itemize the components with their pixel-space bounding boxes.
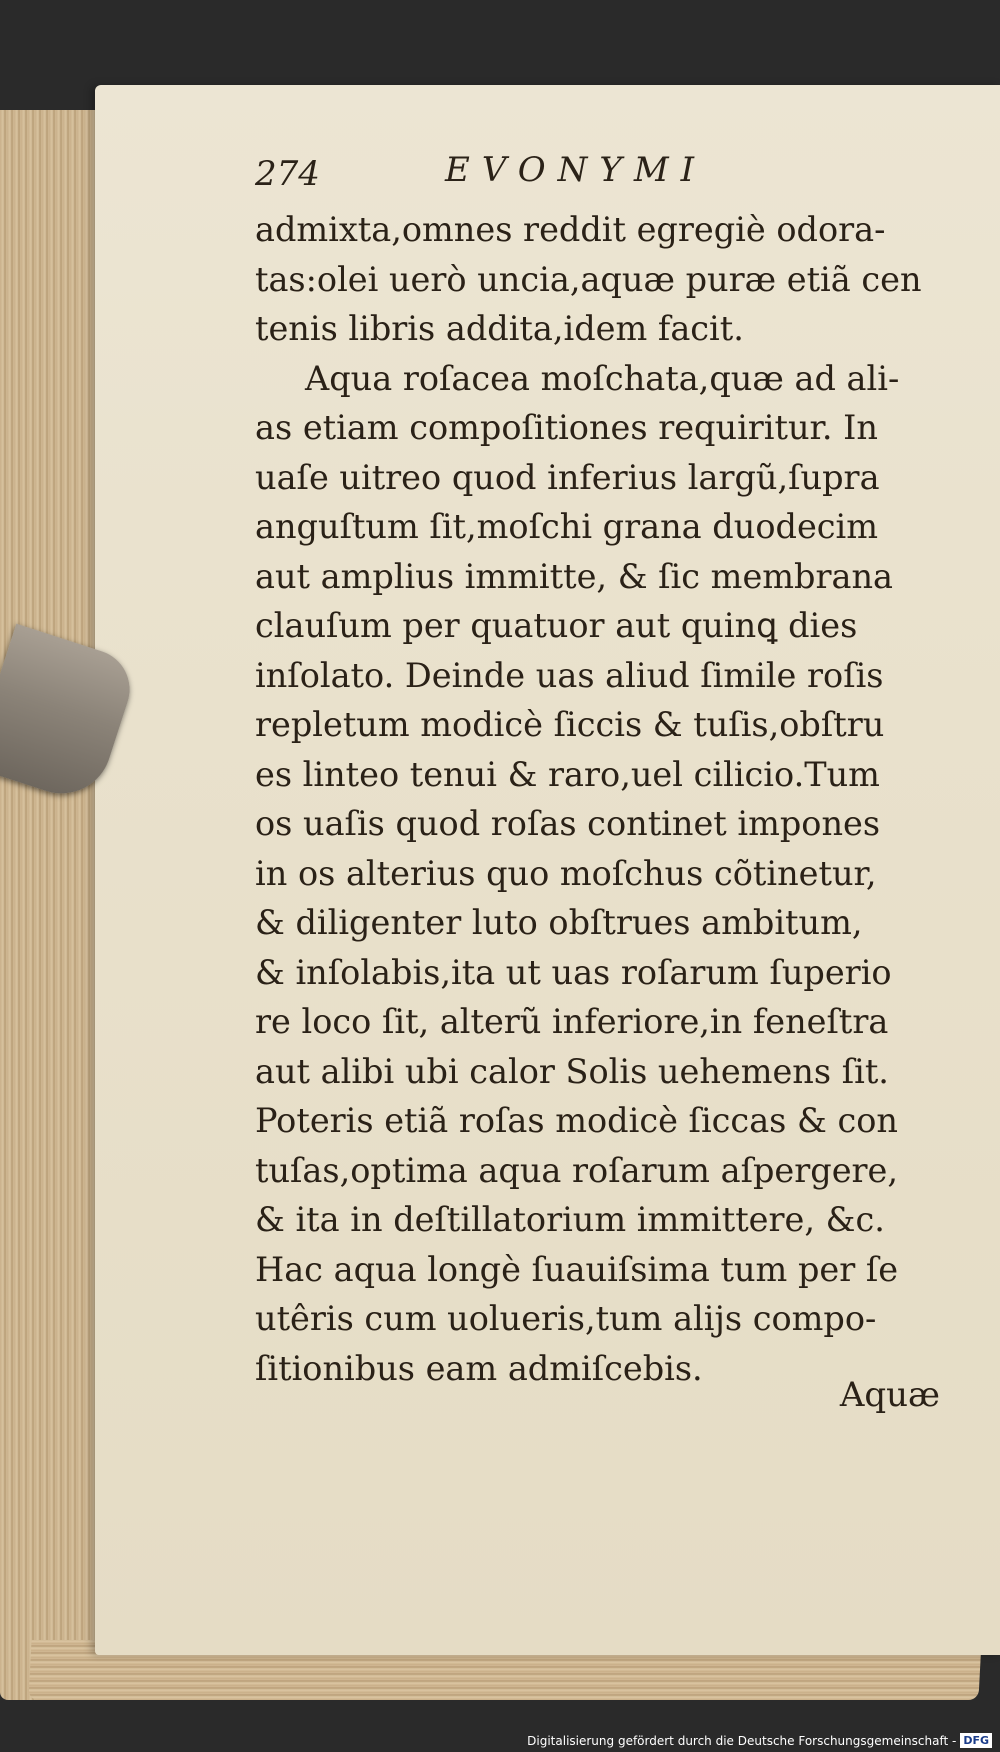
text-line: Hac aqua longè ſuauiſsima tum per ſe (255, 1249, 899, 1289)
running-title: EVONYMI (445, 150, 707, 190)
text-line: Poteris etiã roſas modicè ſiccas & con (255, 1101, 898, 1140)
text-line: uaſe uitreo quod inferius largũ,ſupra (255, 457, 880, 497)
text-line: aut alibi ubi calor Solis uehemens ſit. (255, 1051, 889, 1091)
text-line: & diligenter luto obſtrues ambitum, (255, 903, 863, 942)
text-line: anguſtum ſit,moſchi grana duodecim (255, 507, 879, 546)
digitization-credit (527, 1733, 992, 1748)
text-line: tuſas,optima aqua roſarum aſpergere, (255, 1150, 899, 1190)
credit-text: Digitalisierung gefördert durch die Deutsche Forschungsgemeinschaft - (527, 1733, 957, 1748)
page-number: 274 (255, 154, 320, 194)
text-line: tenis libris addita,idem facit. (255, 309, 744, 348)
text-line: admixta,omnes reddit egregiè odora- (255, 210, 886, 249)
text-line: os uaſis quod roſas continet impones (255, 804, 881, 843)
text-line: repletum modicè ſiccis & tuſis,obſtru (255, 705, 885, 744)
text-line: & inſolabis,ita ut uas roſarum ſuperio (255, 952, 892, 992)
body-text (255, 205, 945, 1393)
text-line: ſitionibus eam admiſcebis. (255, 1348, 703, 1388)
text-line: in os alterius quo moſchus cõtinetur, (255, 853, 877, 893)
dfg-logo-icon: DFG (960, 1733, 992, 1748)
running-head (255, 150, 955, 200)
text-line: utêris cum uolueris,tum alijs compo- (255, 1299, 877, 1338)
text-line: as etiam compoſitiones requiritur. In (255, 408, 878, 447)
catchword: Aquæ (839, 1375, 940, 1415)
text-line: & ita in deſtillatorium immittere, &c. (255, 1200, 885, 1239)
text-line: re loco ſit, alterũ inferiore,in feneſtra (255, 1002, 889, 1041)
text-line: Aqua roſacea moſchata,quæ ad ali- (305, 358, 900, 398)
text-line: aut amplius immitte, & ſic membrana (255, 556, 894, 596)
text-line: inſolato. Deinde uas aliud ſimile roſis (255, 655, 884, 695)
text-line: clauſum per quatuor aut quinꝗ dies (255, 606, 858, 645)
text-line: es linteo tenui & raro,uel cilicio.Tum (255, 754, 880, 794)
text-line: tas:olei uerò uncia,aquæ puræ etiã cen (255, 259, 922, 299)
